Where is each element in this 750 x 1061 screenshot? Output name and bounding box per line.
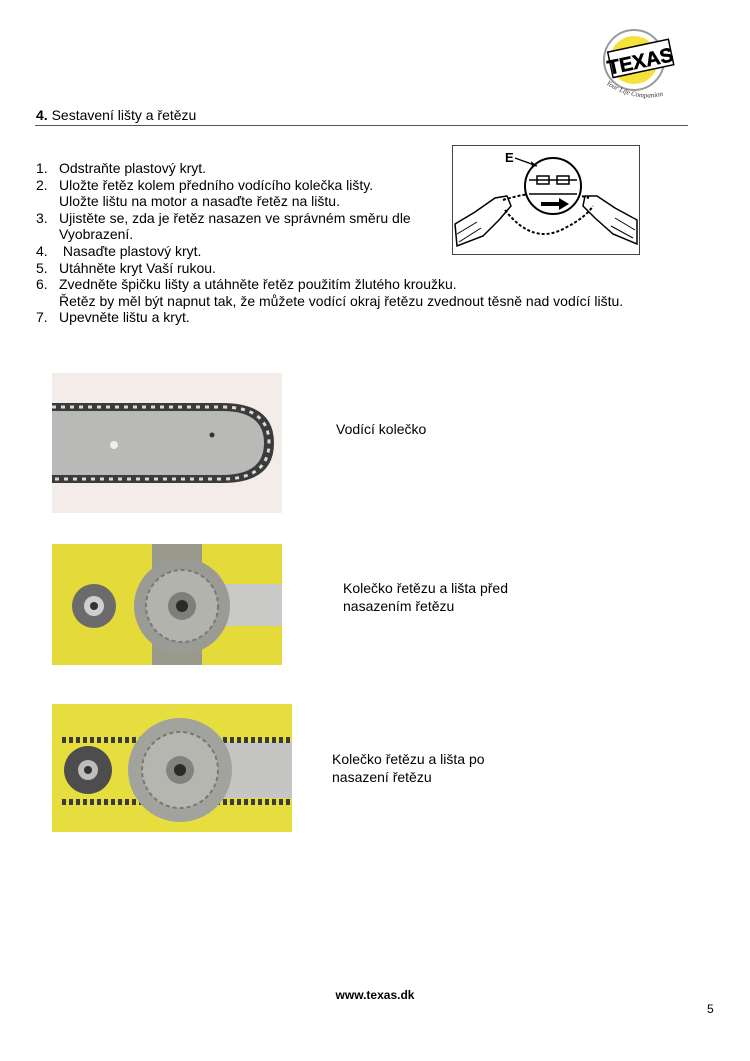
step-number: 2. <box>36 176 48 193</box>
step-number: 1. <box>36 160 48 176</box>
step-text: Upevněte lištu a kryt. <box>59 309 190 326</box>
logo-brand-text: TEXAS <box>605 44 676 80</box>
page-number: 5 <box>707 1002 714 1016</box>
step-text: Vyobrazení. <box>59 226 134 243</box>
step-number: 4. <box>36 242 48 259</box>
sprocket-before-photo <box>52 544 282 665</box>
sprocket-after-photo <box>52 704 292 832</box>
step-text: Utáhněte kryt Vaší rukou. <box>59 259 216 276</box>
sprocket-after-caption <box>332 750 485 786</box>
step-number: 5. <box>36 259 48 276</box>
step-text: Řetěz by měl být napnut tak, že můžete vodící okraj řetězu zvednout těsně nad vodící lištu. <box>59 292 624 309</box>
step-text: Zvedněte špičku lišty a utáhněte řetěz použitím žlutého kroužku. <box>59 276 457 293</box>
step-text: Odstraňte plastový kryt. <box>59 160 207 176</box>
step-text: Nasaďte plastový kryt. <box>59 242 202 259</box>
caption-line: Kolečko řetězu a lišta před <box>343 580 508 596</box>
step-number: 6. <box>36 276 48 293</box>
illustration-label: E <box>505 150 514 165</box>
step-text: Uložte lištu na motor a nasaďte řetěz na lištu. <box>59 193 340 210</box>
caption-line: nasazením řetězu <box>343 598 455 614</box>
step-number: 7. <box>36 309 48 326</box>
footer-url: www.texas.dk <box>335 988 415 1002</box>
guide-wheel-caption <box>336 420 426 438</box>
step-text: Ujistěte se, zda je řetěz nasazen ve správném směru dle <box>59 209 411 226</box>
section-title-text: Sestavení lišty a řetězu <box>51 107 197 123</box>
section-number: 4. <box>36 107 48 123</box>
logo-tagline: Your Life Companion <box>604 79 664 100</box>
caption-line: nasazení řetězu <box>332 769 432 785</box>
sprocket-before-caption <box>343 579 508 615</box>
header-divider <box>35 125 688 126</box>
guide-bar-photo <box>52 373 282 513</box>
chain-direction-illustration <box>452 145 640 255</box>
step-number: 3. <box>36 209 48 226</box>
section-title <box>36 107 196 123</box>
caption-line: Vodící kolečko <box>336 421 427 437</box>
list-item <box>36 276 696 309</box>
list-item <box>36 309 696 326</box>
texas-logo <box>598 26 680 106</box>
step-text: Uložte řetěz kolem předního vodícího kolečka lišty. <box>59 176 374 193</box>
list-item <box>36 260 696 277</box>
caption-line: Kolečko řetězu a lišta po <box>332 751 485 767</box>
